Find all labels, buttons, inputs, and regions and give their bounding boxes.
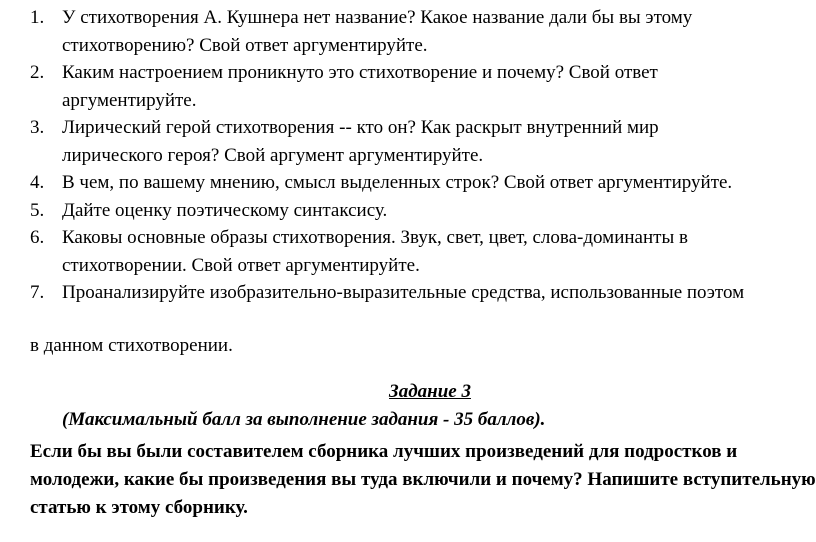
question-number: 7. — [30, 282, 45, 303]
question-number: 2. — [30, 62, 45, 83]
task-points-note: (Максимальный балл за выполнение задания - 35 баллов). — [62, 409, 546, 430]
question-item — [0, 0, 816, 59]
question-item — [0, 197, 816, 225]
question-item — [0, 59, 816, 114]
question-number: 3. — [30, 117, 45, 138]
question-number: 6. — [30, 227, 45, 248]
question-item — [0, 169, 816, 197]
question-text: У стихотворения А. Кушнера нет название? Какое название дали бы вы этому стихотворению? Свой ответ аргументируйте. — [62, 7, 693, 56]
question-number: 5. — [30, 199, 45, 221]
question-text: Проанализируйте изобразительно-выразительные средства, использованные поэтом — [62, 282, 745, 303]
question-number: 1. — [30, 7, 45, 28]
question-text: Дайте оценку поэтическому синтаксису. — [62, 199, 388, 221]
question-item — [0, 114, 816, 169]
question-text: Каким настроением проникнуто это стихотворение и почему? Свой ответ аргументируйте. — [62, 62, 658, 111]
question-text: Лирический герой стихотворения -- кто он? Как раскрыт внутренний мир лирического героя? Свой аргумент аргументируйте. — [62, 117, 659, 166]
question-continuation: в данном стихотворении. — [30, 335, 233, 356]
question-number: 4. — [30, 172, 45, 193]
question-text: В чем, по вашему мнению, смысл выделенных строк? Свой ответ аргументируйте. — [62, 172, 733, 193]
task-body: Если бы вы были составителем сборника лучших произведений для подростков и молодежи, какие бы произведения вы туда включили и почему? Напишите вступительную статью к этому сборнику. — [30, 441, 816, 518]
question-text: Каковы основные образы стихотворения. Звук, свет, цвет, слова-доминанты в стихотворении. Свой ответ аргументируйте. — [62, 227, 688, 276]
question-item — [0, 224, 816, 279]
task-title: Задание 3 — [389, 381, 471, 402]
question-item — [0, 279, 816, 307]
